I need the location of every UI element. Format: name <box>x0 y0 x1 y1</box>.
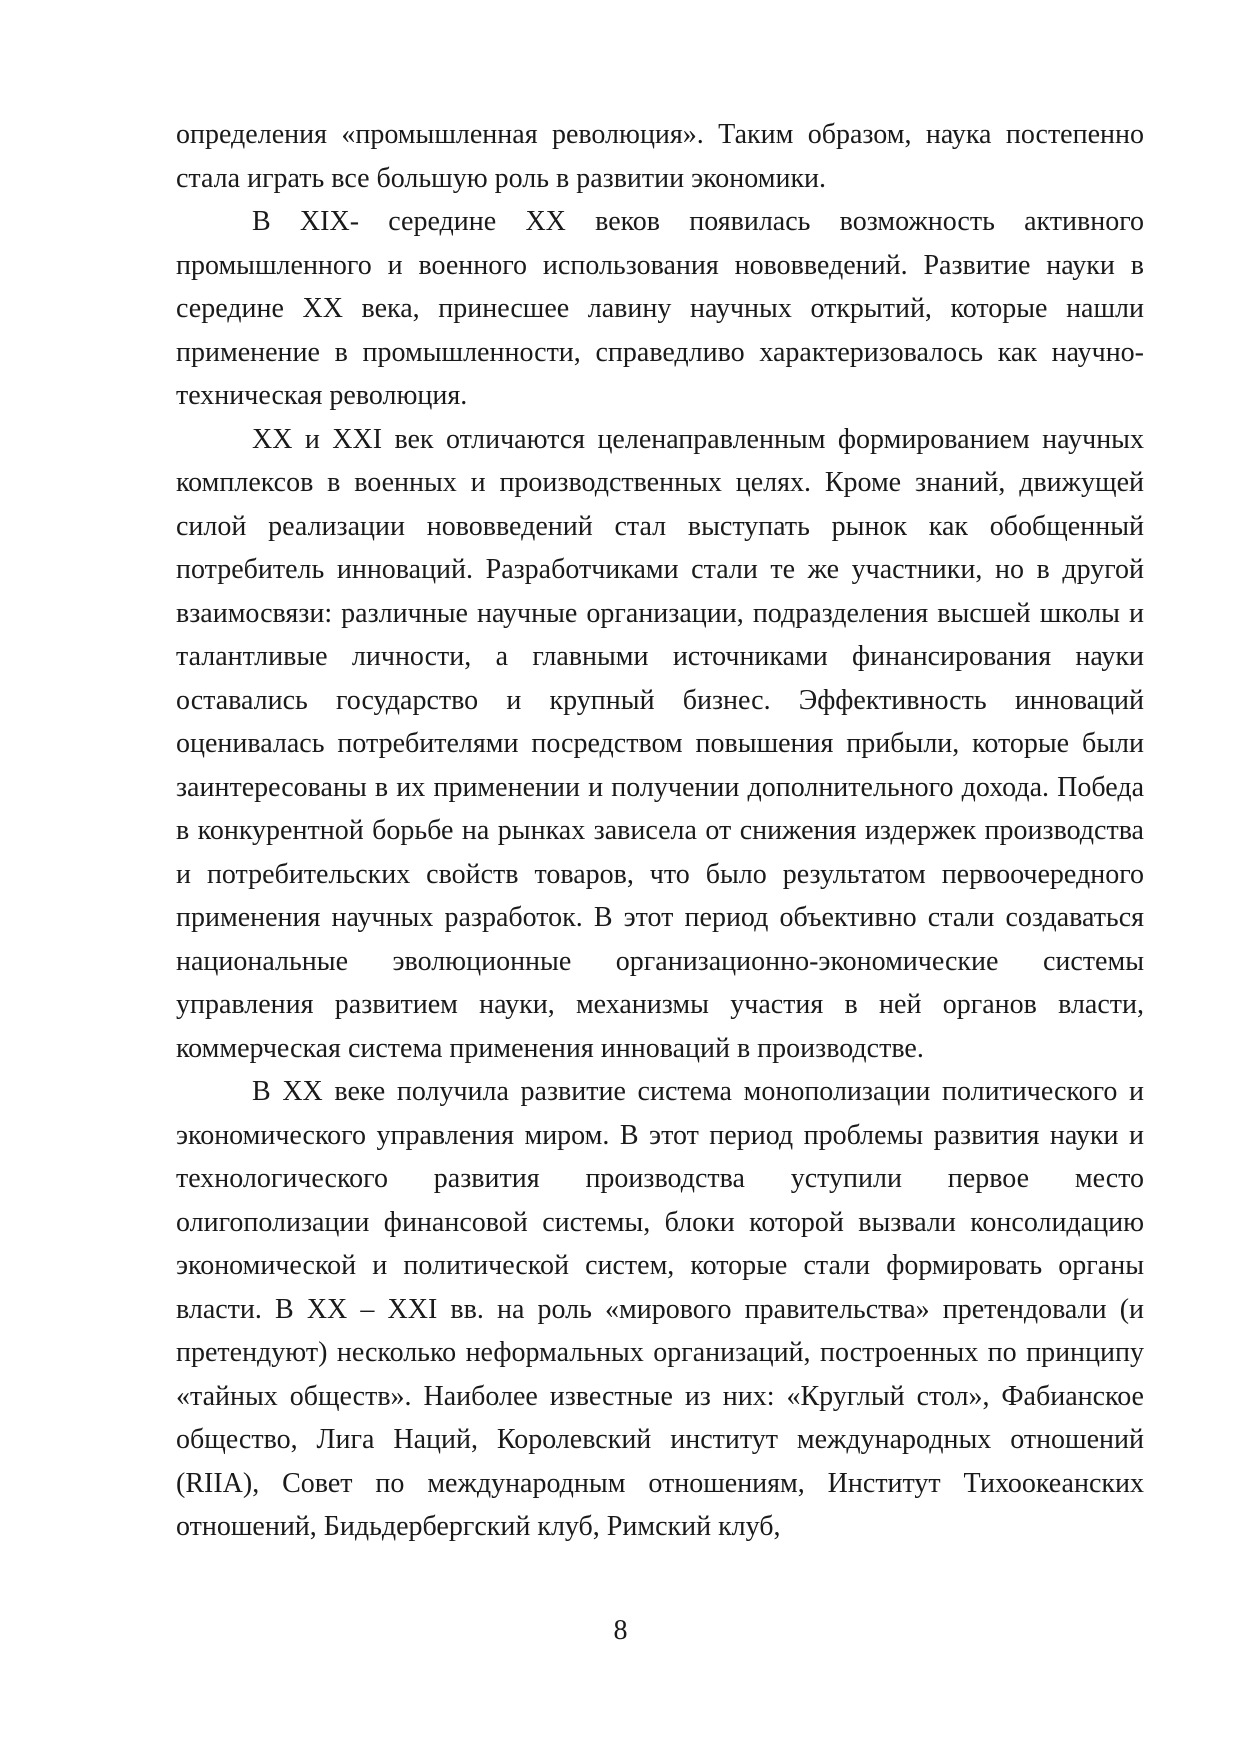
paragraph-4: В XX веке получила развитие система монополизации политического и экономического управления миром. В этот период проблемы развития науки и технологического развития производства уступили первое место олигополизации финансовой системы, блоки которой вызвали консолидацию экономической и политической систем, которые стали формировать органы власти. В XX – XXI вв. на роль «мирового правительства» претендовали (и претендуют) несколько неформальных организаций, построенных по принципу «тайных обществ». Наиболее известные из них: «Круглый стол», Фабианское общество, Лига Наций, Королевский институт международных отношений (RIIA), Совет по международным отношениям, Институт Тихоокеанских отношений, Бидьдербергский клуб, Римский клуб, <box>176 1076 1144 1542</box>
page-number: 8 <box>613 1615 628 1646</box>
paragraph-3: XX и XXI век отличаются целенаправленным формированием научных комплексов в военных и производственных целях. Кроме знаний, движущей силой реализации нововведений стал выступать рынок как обобщенный потребитель инноваций. Разработчиками стали те же участники, но в другой взаимосвязи: различные научные организации, подразделения высшей школы и талантливые личности, а главными источниками финансирования науки оставались государство и крупный бизнес. Эффективность инноваций оценивалась потребителями посредством повышения прибыли, которые были заинтересованы в их применении и получении дополнительного дохода. Победа в конкурентной борьбе на рынках зависела от снижения издержек производства и потребительских свойств товаров, что было результатом первоочередного применения научных разработок. В этот период объективно стали создаваться национальные эволюционные организационно-экономические системы управления развитием науки, механизмы участия в ней органов власти, коммерческая система применения инноваций в производстве. <box>176 423 1144 1064</box>
paragraph-2: В XIX- середине XX веков появилась возможность активного промышленного и военного использования нововведений. Развитие науки в середине XX века, принесшее лавину научных открытий, которые нашли применение в промышленности, справедливо характеризовалось как научно-техническая революция. <box>176 206 1144 411</box>
document-body <box>176 113 1144 1549</box>
paragraph-1: определения «промышленная революция». Таким образом, наука постепенно стала играть все большую роль в развитии экономики. <box>176 119 1144 194</box>
